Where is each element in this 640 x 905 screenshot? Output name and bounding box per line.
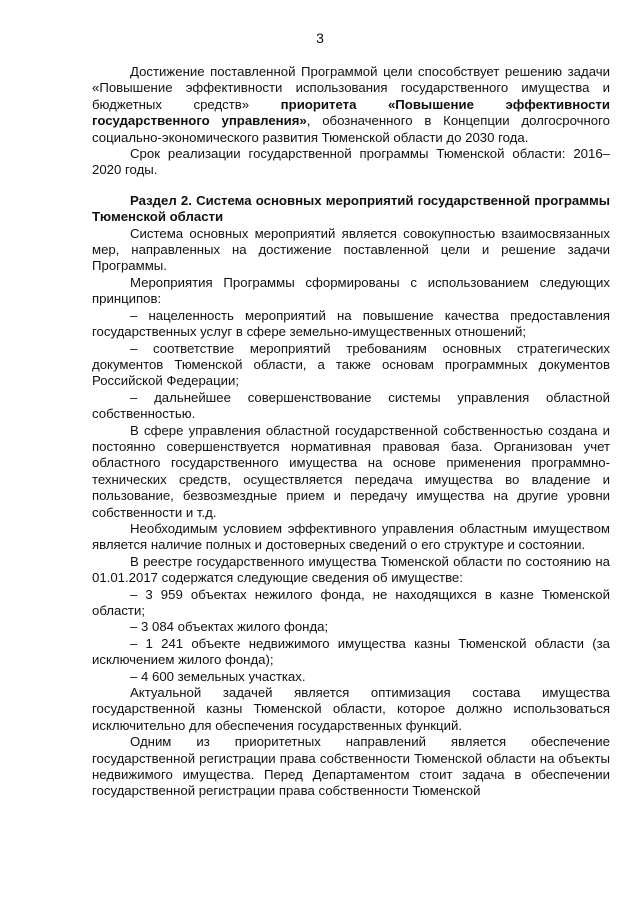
list-item-registry-2: – 3 084 объектах жилого фонда; [130, 619, 329, 635]
section-heading: Раздел 2. Система основных мероприятий государственной программы Тюменской области [92, 192, 610, 225]
paragraph-optimization: Актуальной задачей является оптимизация состава имущества государственной казны Тюменской области, которое должно использоваться исключительно для обеспечения государственных функций. [92, 685, 610, 733]
list-item-registry-4: – 4 600 земельных участках. [130, 668, 306, 684]
paragraph-term: Срок реализации государственной программы Тюменской области: 2016–2020 годы. [92, 146, 610, 178]
page-number: 3 [316, 30, 324, 46]
paragraph-goal-text-a: Достижение поставленной Программой цели способствует решению задачи «Повышение эффективности использования государственного имущества и бюджетных средств» [92, 64, 610, 112]
list-item-registry-3: – 1 241 объекте недвижимого имущества казны Тюменской области (за исключением жилого фонда); [92, 635, 610, 668]
paragraph-registration: Одним из приоритетных направлений является обеспечение государственной регистрации права собственности Тюменской области на объекты недвижимого имущества. Перед Департаментом стоит задача в обеспечении государственной регистрации права собственности Тюменской [92, 734, 610, 799]
list-item-principle-1: – нацеленность мероприятий на повышение качества предоставления государственных услуг в сфере земельно-имущественных отношений; [92, 307, 610, 340]
paragraph-principles: Мероприятия Программы сформированы с использованием следующих принципов: [92, 274, 610, 307]
paragraph-goal [92, 64, 610, 146]
paragraph-goal-priority: приоритета «Повышение эффективности государственного управления» [92, 96, 610, 129]
paragraph-system: Система основных мероприятий является совокупностью взаимосвязанных мер, направленных на достижение поставленной цели и решение задачи Программы. [92, 225, 610, 274]
list-item-principle-3: – дальнейшее совершенствование системы управления областной собственностью. [92, 389, 610, 422]
paragraph-management: В сфере управления областной государственной собственностью создана и постоянно совершенствуется нормативная правовая база. Организован учет областного государственного имущества на основе применения программно-технических средств, осуществляется передача имущества во владение и пользование, безвозмездные прием и передачу имущества на другие уровни собственности и т.д. [92, 422, 610, 520]
list-item-registry-1: – 3 959 объектах нежилого фонда, не находящихся в казне Тюменской области; [92, 586, 610, 618]
paragraph-condition: Необходимым условием эффективного управления областным имуществом является наличие полных и достоверных сведений о его структуре и состоянии. [92, 520, 610, 553]
list-item-principle-2: – соответствие мероприятий требованиям основных стратегических документов Тюменской области, а также основам программных документов Российской Федерации; [92, 340, 610, 389]
paragraph-registry: В реестре государственного имущества Тюменской области по состоянию на 01.01.2017 содержатся следующие сведения об имуществе: [92, 553, 610, 586]
document-body [92, 64, 610, 800]
paragraph-goal-text-b: , обозначенного в Концепции долгосрочного социально-экономического развития Тюменской области до 2030 года. [92, 113, 610, 145]
